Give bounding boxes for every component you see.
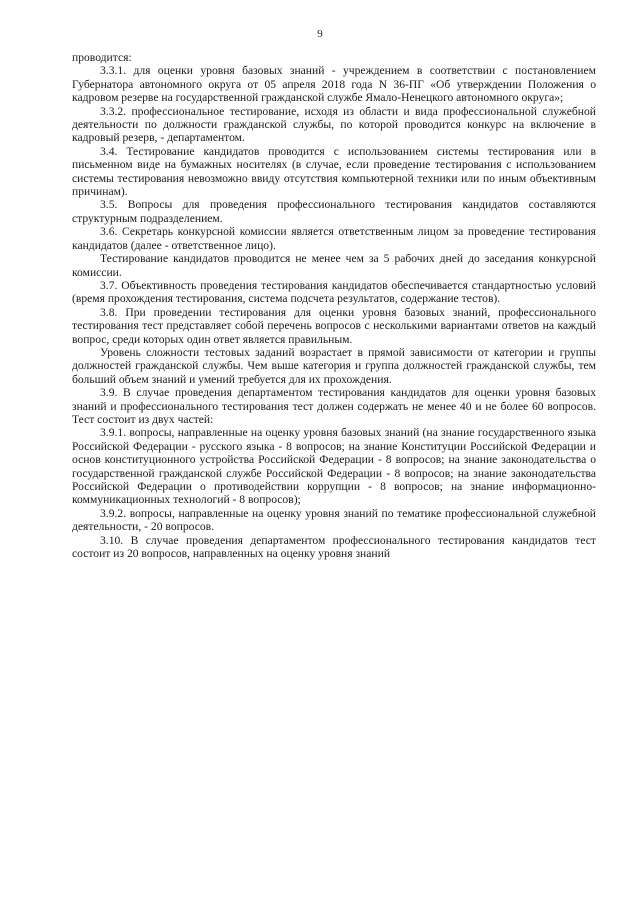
page-number: 9 <box>317 28 323 40</box>
paragraph-3-4: 3.4. Тестирование кандидатов проводится с использованием системы тестирования или в письменном виде на бумажных носителях (в случае, если проведение тестирования с использованием системы тестирования невозможно ввиду отсутствия компьютерной техники или по иным объективным причинам). <box>72 144 596 199</box>
paragraph-3-9-2: 3.9.2. вопросы, направленные на оценку уровня знаний по тематике профессиональной служебной деятельности, - 20 вопросов. <box>72 506 596 534</box>
paragraph-3-10: 3.10. В случае проведения департаментом профессионального тестирования кандидатов тест состоит из 20 вопросов, направленных на оценку уровня знаний <box>72 533 596 561</box>
paragraph-3-6: 3.6. Секретарь конкурсной комиссии является ответственным лицом за проведение тестирования кандидатов (далее - ответственное лицо). <box>72 225 596 252</box>
paragraph-3-3-1: 3.3.1. для оценки уровня базовых знаний - учреждением в соответствии с постановлением Губернатора автономного округа от 05 апреля 2018 года N 36-ПГ «Об утверждении Положения о кадровом резерве на государственной гражданской службе Ямало-Ненецкого автономного округа»; <box>72 64 596 105</box>
paragraph-3-8: 3.8. При проведении тестирования для оценки уровня базовых знаний, профессионального тестирования тест представляет собой перечень вопросов с несколькими вариантами ответов на каждый вопрос, среди которых один ответ является правильным. <box>72 305 596 346</box>
paragraph-3-5: 3.5. Вопросы для проведения профессионального тестирования кандидатов составляются структурным подразделением. <box>72 198 596 225</box>
paragraph-3-9-1: 3.9.1. вопросы, направленные на оценку уровня базовых знаний (на знание государственного языка Российской Федерации - русского языка - 8 вопросов; на знание Конституции Российской Федерации и основ конституционного устройства Российской Федерации - 8 вопросов; на знание законодательства о государственной гражданской службе Российской Федерации - 8 вопросов; на знание законодательства Российской Федерации о противодействии коррупции - 8 вопросов; на знание информационно-коммуникационных технологий - 8 вопросов); <box>72 426 596 507</box>
paragraph-3-9: 3.9. В случае проведения департаментом тестирования кандидатов для оценки уровня базовых знаний и профессионального тестирования тест должен содержать не менее 40 и не более 60 вопросов. Тест состоит из двух частей: <box>72 386 596 426</box>
paragraph-3-7: 3.7. Объективность проведения тестирования кандидатов обеспечивается стандартностью условий (время прохождения тестирования, система подсчета результатов, содержание тестов). <box>72 278 596 306</box>
paragraph-3-3-2: 3.3.2. профессиональное тестирование, исходя из области и вида профессиональной служебной деятельности по должности гражданской службы, по которой проводится конкурс на включение в кадровый резерв, - департаментом. <box>72 104 596 145</box>
paragraph: Тестирование кандидатов проводится не менее чем за 5 рабочих дней до заседания конкурсной комиссии. <box>72 252 596 279</box>
paragraph: Уровень сложности тестовых заданий возрастает в прямой зависимости от категории и группы должностей гражданской службы. Чем выше категория и группа должностей гражданской службы, тем больший объем знаний и умений требуется для их прохождения. <box>72 345 596 386</box>
document-body <box>72 51 596 560</box>
paragraph: проводится: <box>72 51 132 64</box>
